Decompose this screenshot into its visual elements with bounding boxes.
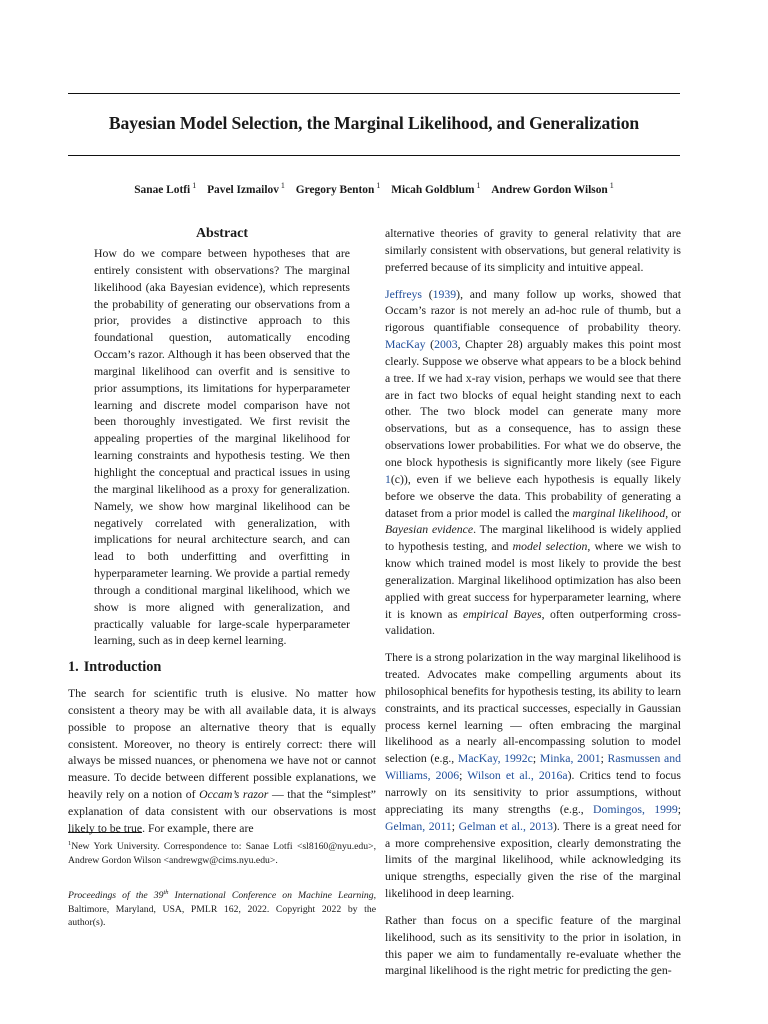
author-list — [68, 181, 680, 196]
emphasis: marginal likelihood — [572, 506, 666, 520]
paragraph: Rather than focus on a specific feature of the marginal likelihood, such as its sensitivity to the prior in isolation, in this paper we aim to fundamentally re-evaluate whether the marginal likelihood is the right metric for predicting the gen- — [385, 913, 681, 978]
citation-link[interactable]: 1939 — [432, 287, 457, 301]
footnote — [68, 837, 376, 867]
text-run: There is a strong polarization in the way marginal likelihood is treated. Advocates make compelling arguments about its philosophical benefits for hypothesis testing, its ability to learn constraints, and its practical successes, especially in Gaussian process kernel learning — often embracing the marginal likelihood as a nearly all-encompassing solution to model selection (e.g., — [385, 651, 681, 766]
citation-link[interactable]: MacKay — [385, 338, 426, 352]
text-run: ; — [451, 819, 459, 833]
proceedings-note — [68, 886, 376, 930]
figure-reference-link[interactable]: 1 — [385, 472, 391, 486]
author — [491, 181, 614, 196]
text-run: , where we wish to know which trained model is most likely to provide the best generalization. Marginal likelihood optimization has also been applied with great success for hyperparameter learning, where it is known as — [385, 540, 682, 621]
proceedings-venue: Proceedings of the 39 — [68, 890, 164, 902]
section-heading-introduction — [68, 659, 161, 676]
author-name: Sanae Lotfi — [134, 183, 191, 196]
text-run: — that the “simplest” explanation of data consistent with our observations is most likely to be true. For example, there are — [68, 788, 376, 835]
title-rule-top — [68, 93, 680, 94]
citation-link[interactable]: Rasmussen and Williams, 2006 — [385, 752, 682, 783]
author-affiliation-mark: 1 — [476, 181, 481, 190]
text-run: ). There is a great need for a more comprehensive exposition, clearly demonstrating the limits of the marginal likelihood, while acknowledging its unique strengths, especially given the rise of the marginal likelihood in deep learning. — [385, 819, 682, 901]
author — [295, 181, 381, 196]
paragraph — [385, 650, 681, 903]
introduction-paragraph — [68, 686, 376, 838]
text-run: ( — [421, 287, 433, 301]
text-run: The search for scientific truth is elusive. No matter how consistent a theory may be with all available data, it is always possible to propose an alternative theory that is equally consistent. Moreover, no theory is entirely correct: there will always be missed nuances, or phenomena we have not or cannot measure. To decide between different possible explanations, we heavily rely on a notion of — [68, 687, 376, 802]
citation-link[interactable]: Wilson et al., 2016a — [467, 769, 568, 783]
emphasis: model selection — [512, 540, 588, 554]
proceedings-details: , Baltimore, Maryland, USA, PMLR 162, 2022. Copyright 2022 by the author(s). — [68, 890, 376, 929]
text-run: , Chapter 28) arguably makes this point most clearly. Suppose we observe what appears to be a block behind a tree. If we had x-ray vision, perhaps we would see that there are in fact two blocks of equal height standing next to each other. The two block model can generate many more observations, but as a consequence, has to assign these observations lower probabilities. For what we do observe, the one block hypothesis is significantly more likely (see Figure — [385, 338, 681, 469]
title-rule-bottom — [68, 155, 680, 156]
text-run: ; — [532, 752, 540, 766]
ordinal-suffix: th — [163, 889, 169, 896]
footnote-text: New York University. Correspondence to: Sanae Lotfi <sl8160@nyu.edu>, Andrew Gordon Wilson <andrewgw@cims.nyu.edu>. — [68, 841, 376, 866]
text-run: (c)), even if we believe each hypothesis is equally likely before we observe the data. This probability of generating a dataset from a prior model is called the — [385, 472, 681, 520]
citation-link[interactable]: MacKay, 1992c — [457, 752, 533, 766]
abstract-text: How do we compare between hypotheses that are entirely consistent with observations? The marginal likelihood (aka Bayesian evidence), which represents the probability of generating our observations from a prior, provides a distinctive approach to this foundational question, automatically encoding Occam’s razor. Although it has been observed that the marginal likelihood can overfit and is sensitive to prior assumptions, its limitations for hyperparameter learning and discrete model comparison have not been thoroughly investigated. We first revisit the appealing properties of the marginal likelihood for learning constraints and hypothesis testing. We then highlight the conceptual and practical issues in using the marginal likelihood as a proxy for generalization. Namely, we show how marginal likelihood can be negatively correlated with generalization, with implications for neural architecture search, and can lead to both underfitting and overfitting in hyperparameter learning. We provide a partial remedy through a conditional marginal likelihood, which we show is more aligned with generalization, and practically valuable for large-scale hyperparameter learning, such as in deep kernel learning. — [94, 247, 350, 648]
author-name: Micah Goldblum — [391, 183, 475, 196]
citation-link[interactable]: 2003 — [434, 338, 458, 352]
citation-link[interactable]: Gelman et al., 2013 — [458, 819, 553, 833]
author — [207, 181, 285, 196]
text-run: ; — [459, 769, 468, 783]
citation-link[interactable]: Gelman, 2011 — [385, 819, 452, 833]
emphasis-occams-razor: Occam’s razor — [199, 788, 269, 802]
text-run: . The marginal likelihood is widely applied to hypothesis testing, and — [385, 523, 681, 554]
right-column — [385, 226, 681, 990]
emphasis: empirical Bayes — [463, 607, 542, 621]
paragraph — [385, 287, 681, 641]
footnote-rule — [68, 832, 142, 833]
emphasis: Bayesian evidence — [385, 523, 474, 537]
proceedings-venue: International Conference on Machine Learning — [168, 890, 374, 902]
author-name: Gregory Benton — [295, 183, 375, 196]
author-affiliation-mark: 1 — [609, 181, 614, 190]
paper-title: Bayesian Model Selection, the Marginal Likelihood, and Generalization — [108, 113, 640, 133]
text-run: ), and many follow up works, showed that Occam’s razor is not merely an ad-hoc rule of thumb, but a rigorous quantifiable consequence of probability theory. — [385, 287, 681, 335]
text-run: , often outperforming cross-validation. — [385, 607, 681, 638]
text-run: ). Critics tend to focus narrowly on its sensitivity to prior assumptions, without appreciating its many strengths (e.g., — [385, 769, 681, 816]
abstract-section — [68, 226, 376, 650]
citation-link[interactable]: Minka, 2001 — [539, 752, 601, 766]
author-name: Andrew Gordon Wilson — [491, 183, 608, 196]
author-affiliation-mark: 1 — [280, 181, 285, 190]
citation-link[interactable]: Domingos, 1999 — [593, 802, 678, 816]
text-run: ; — [600, 752, 608, 766]
text-run: , or — [665, 506, 682, 520]
author-affiliation-mark: 1 — [376, 181, 381, 190]
citation-link[interactable]: Jeffreys — [385, 287, 422, 301]
section-number: 1. — [68, 659, 79, 675]
author — [134, 181, 197, 196]
text-run: ( — [425, 338, 435, 352]
author — [391, 181, 481, 196]
author-affiliation-mark: 1 — [192, 181, 197, 190]
abstract-heading: Abstract — [195, 226, 249, 241]
paragraph: alternative theories of gravity to general relativity that are similarly consistent with observations, but general relativity is preferred because of its simplicity and intuitive appeal. — [385, 227, 681, 274]
text-run: ; — [677, 802, 681, 816]
author-name: Pavel Izmailov — [207, 183, 279, 196]
footnote-mark: 1 — [68, 840, 72, 847]
section-title: Introduction — [83, 659, 162, 675]
